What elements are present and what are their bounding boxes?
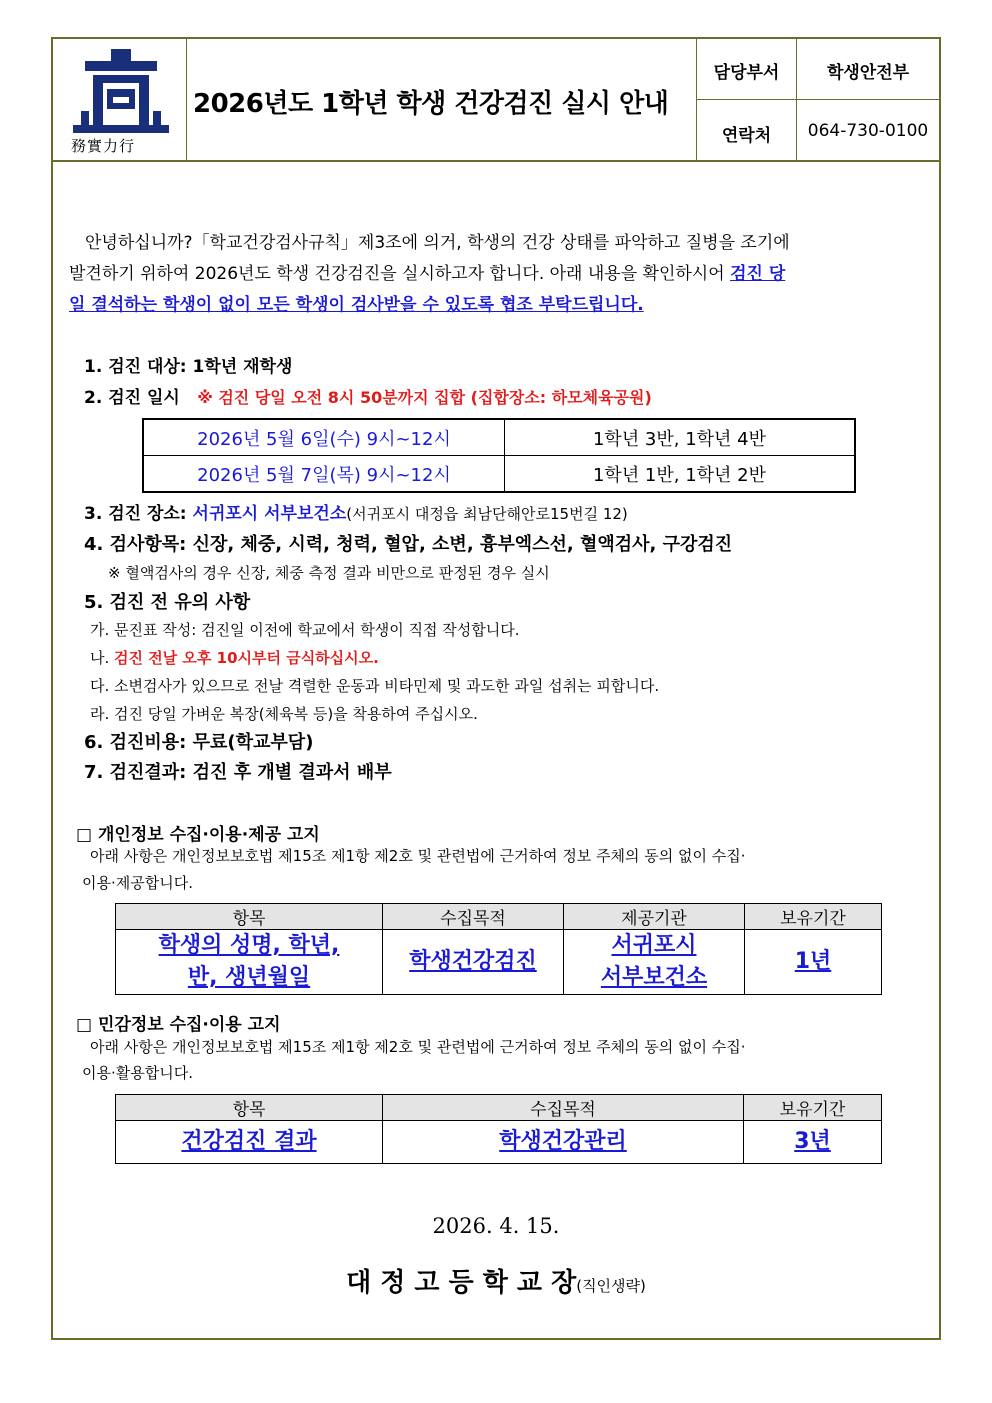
intro-line-2: 발견하기 위하여 2026년도 학생 건강검진을 실시하고자 합니다. 아래 내용을 확인하시어 검진 당: [69, 264, 786, 284]
table-header-row: [116, 904, 882, 930]
item-5-c: 다. 소변검사가 있으므로 전날 격렬한 운동과 비타민제 및 과도한 과일 섭취는 피합니다.: [90, 677, 660, 695]
schedule-table: [142, 418, 856, 493]
item-6: 6. 검진비용: 무료(학교부담): [84, 732, 314, 753]
contact-value: 064-730-0100: [807, 121, 929, 141]
privacy-body-1: 아래 사항은 개인정보보호법 제15조 제1항 제2호 및 관련법에 근거하여 정보 주체의 동의 없이 수집·: [90, 847, 746, 865]
sensitive-heading: □ 민감정보 수집·이용 고지: [76, 1015, 281, 1035]
column-header: 보유기간: [744, 1095, 882, 1121]
item-4: 4. 검사항목: 신장, 체중, 시력, 청력, 혈압, 소변, 흉부엑스선, 혈액검사, 구강검진: [84, 534, 733, 555]
table-row: [116, 1121, 882, 1164]
school-name: 대 정 고 등 학 교 장: [346, 1268, 577, 1298]
column-header: 수집목적: [383, 1095, 744, 1121]
item-5-a: 가. 문진표 작성: 검진일 이전에 학교에서 학생이 직접 작성합니다.: [90, 621, 520, 639]
column-header: 보유기간: [745, 904, 882, 930]
issue-date: 2026. 4. 15.: [432, 1214, 560, 1238]
schedule-classes: 1학년 3반, 1학년 4반: [505, 419, 856, 456]
signature-line: [0, 1262, 992, 1299]
item-7: 7. 검진결과: 검진 후 개별 결과서 배부: [84, 762, 392, 783]
logo-caption: 務實力行: [71, 137, 136, 155]
privacy-purpose-cell: 학생건강검진: [383, 930, 564, 995]
privacy-item-cell: 학생의 성명, 학년, 반, 생년월일: [116, 930, 383, 995]
intro-line-1: 안녕하십니까?「학교건강검사규칙」제3조에 의거, 학생의 건강 상태를 파악하고 질병을 조기에: [85, 233, 790, 253]
sensitive-table: [115, 1094, 882, 1164]
schedule-date: 2026년 5월 6일(수) 9시~12시: [143, 419, 505, 456]
sensitive-purpose-cell: 학생건강관리: [383, 1121, 744, 1164]
table-row: [143, 456, 855, 493]
table-row: [116, 930, 882, 995]
privacy-body-2: 이용·제공합니다.: [82, 874, 193, 892]
dept-label: 담당부서: [713, 63, 780, 83]
table-header-row: [116, 1095, 882, 1121]
column-header: 제공기관: [564, 904, 745, 930]
privacy-period-cell: 1년: [745, 930, 882, 995]
item-4-note: ※ 혈액검사의 경우 신장, 체중 측정 결과 비만으로 판정된 경우 실시: [108, 564, 550, 582]
privacy-table: [115, 903, 882, 995]
column-header: 수집목적: [383, 904, 564, 930]
item-5: 5. 검진 전 유의 사항: [84, 592, 251, 613]
privacy-org-cell: 서귀포시 서부보건소: [564, 930, 745, 995]
sensitive-item-cell: 건강검진 결과: [116, 1121, 383, 1164]
column-header: 항목: [116, 1095, 383, 1121]
seal-note: (직인생략): [576, 1277, 646, 1295]
schedule-date: 2026년 5월 7일(목) 9시~12시: [143, 456, 505, 493]
schedule-classes: 1학년 1반, 1학년 2반: [505, 456, 856, 493]
sensitive-period-cell: 3년: [744, 1121, 882, 1164]
sensitive-body-2: 이용·활용합니다.: [82, 1064, 193, 1082]
item-3: 3. 검진 장소: 서귀포시 서부보건소(서귀포시 대정읍 최남단해안로15번길 12): [84, 504, 628, 524]
sensitive-body-1: 아래 사항은 개인정보보호법 제15조 제1항 제2호 및 관련법에 근거하여 정보 주체의 동의 없이 수집·: [90, 1038, 746, 1056]
document-title: 2026년도 1학년 학생 건강검진 실시 안내: [193, 89, 669, 119]
dept-value: 학생안전부: [826, 63, 910, 83]
table-row: [143, 419, 855, 456]
item-1: 1. 검진 대상: 1학년 재학생: [84, 357, 293, 377]
item-2: 2. 검진 일시 ※ 검진 당일 오전 8시 50분까지 집합 (집합장소: 하모체육공원): [84, 388, 652, 408]
item-5-b: 나. 검진 전날 오후 10시부터 금식하십시오.: [90, 649, 379, 667]
privacy-heading: □ 개인정보 수집·이용·제공 고지: [76, 825, 320, 845]
contact-label: 연락처: [721, 126, 772, 146]
column-header: 항목: [116, 904, 383, 930]
item-5-d: 라. 검진 당일 가벼운 복장(체육복 등)을 착용하여 주십시오.: [90, 705, 478, 723]
intro-line-3: 일 결석하는 학생이 없이 모든 학생이 검사받을 수 있도록 협조 부탁드립니다.: [69, 295, 644, 315]
